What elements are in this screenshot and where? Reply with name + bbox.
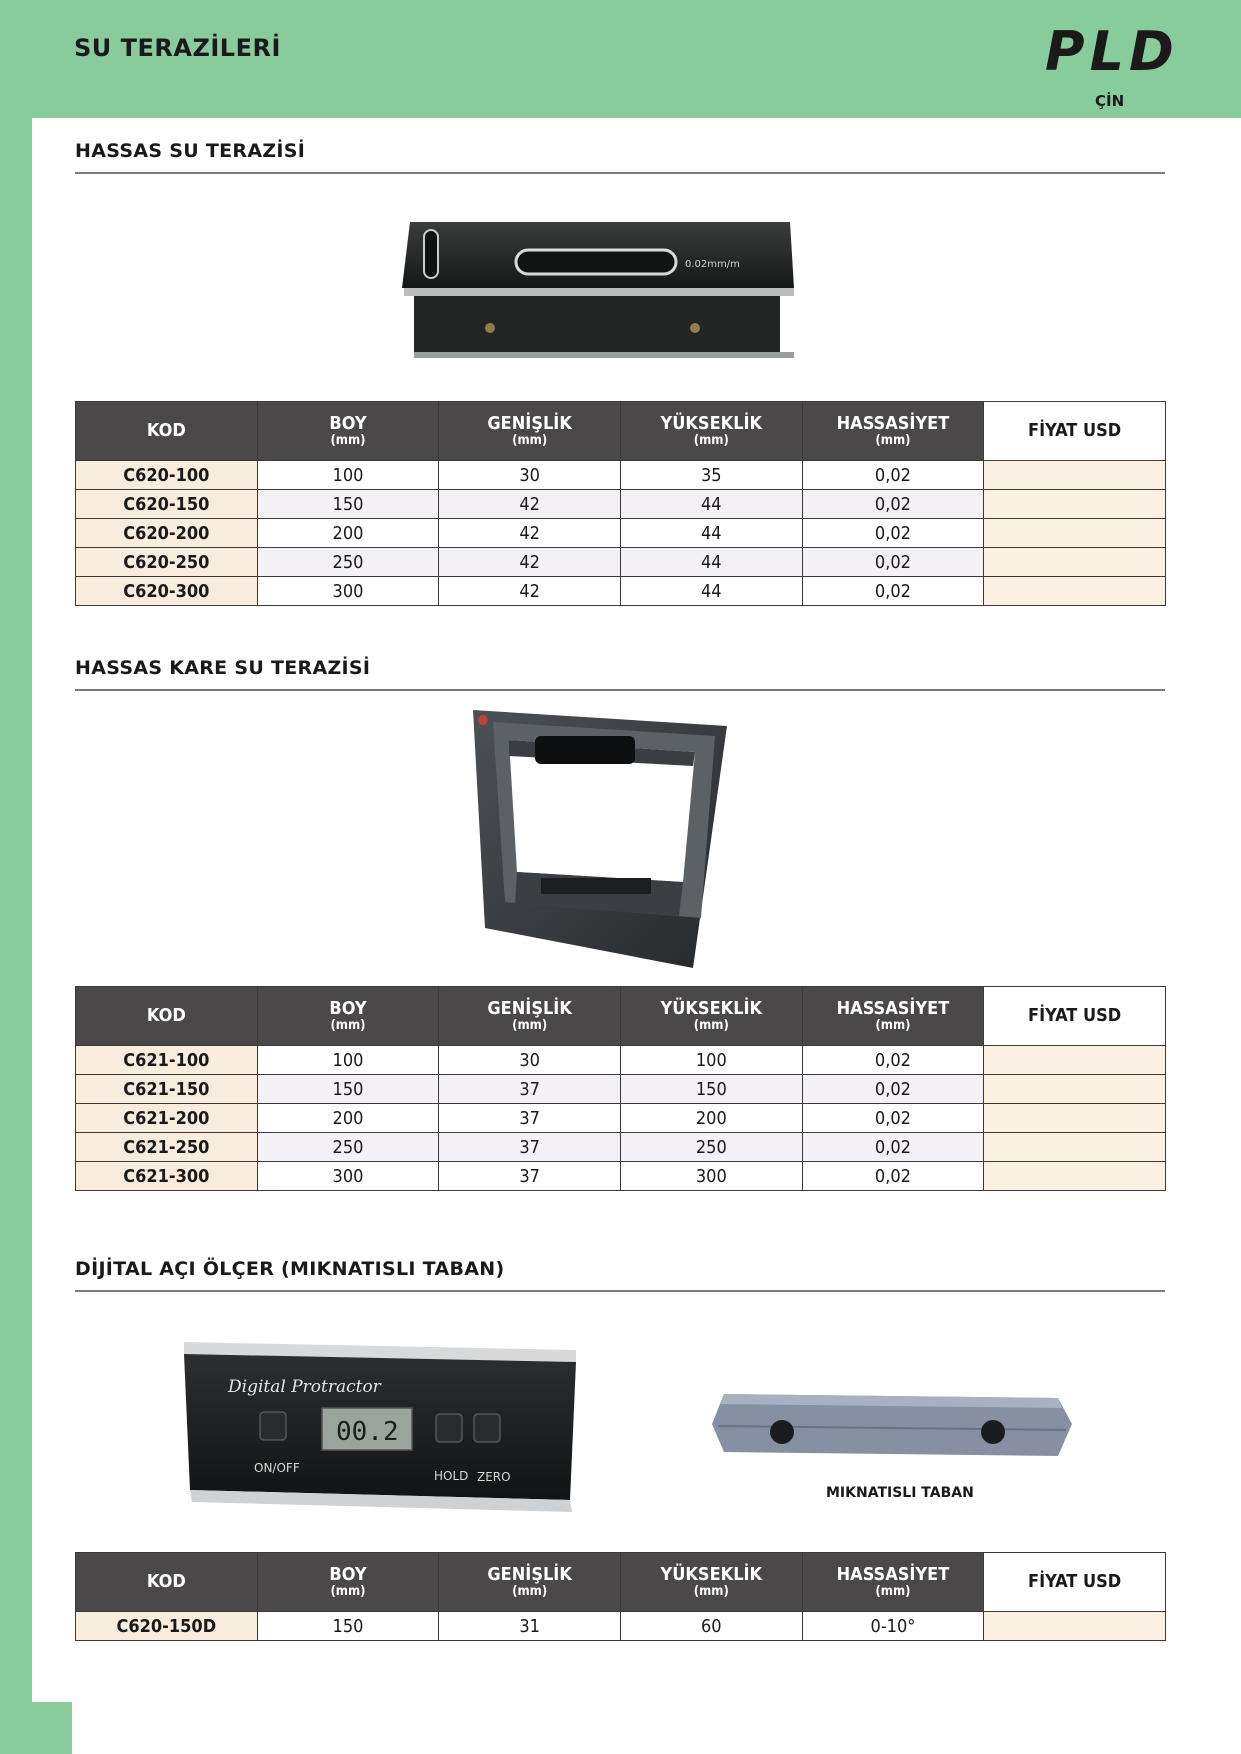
table-row: C621-100 100 30 100 0,02 [76, 1046, 1166, 1075]
col-price: FİYAT USD [984, 1553, 1166, 1612]
col-length: BOY (mm) [257, 1553, 439, 1612]
magnetic-base-image [710, 1392, 1074, 1472]
brand-origin: ÇİN [1095, 92, 1125, 110]
col-precision: HASSASİYET (mm) [802, 987, 984, 1046]
table-row: C620-150D 150 31 60 0-10° [76, 1612, 1166, 1641]
table-row: C621-250 250 37 250 0,02 [76, 1133, 1166, 1162]
table-row: C621-150 150 37 150 0,02 [76, 1075, 1166, 1104]
table-row: C621-200 200 37 200 0,02 [76, 1104, 1166, 1133]
col-height: YÜKSEKLİK (mm) [620, 402, 802, 461]
lcd-readout: 00.2 [336, 1417, 399, 1447]
col-price: FİYAT USD [984, 402, 1166, 461]
col-length: BOY (mm) [257, 402, 439, 461]
table-row: C620-300 300 42 44 0,02 [76, 577, 1166, 606]
col-width: GENİŞLİK (mm) [439, 987, 621, 1046]
section-title-square-level: HASSAS KARE SU TERAZİSİ [75, 657, 371, 679]
side-band [0, 0, 32, 1754]
table-header-row [76, 402, 1166, 461]
section-divider [75, 172, 1165, 174]
table-row: C621-300 300 37 300 0,02 [76, 1162, 1166, 1191]
zero-label: ZERO [477, 1470, 511, 1484]
table-header-row [76, 1553, 1166, 1612]
section-divider [75, 689, 1165, 691]
section-divider [75, 1290, 1165, 1292]
table-row: C620-100 100 30 35 0,02 [76, 461, 1166, 490]
col-code: KOD [76, 987, 258, 1046]
hold-label: HOLD [434, 1469, 469, 1483]
col-length: BOY (mm) [257, 987, 439, 1046]
col-height: YÜKSEKLİK (mm) [620, 987, 802, 1046]
footer-tab [32, 1702, 72, 1754]
digital-protractor-image [180, 1340, 580, 1515]
table-row: C620-200 200 42 44 0,02 [76, 519, 1166, 548]
section-title-digital-protractor: DİJİTAL AÇI ÖLÇER (MIKNATISLI TABAN) [75, 1258, 505, 1280]
precision-level-image [400, 220, 795, 360]
col-code: KOD [76, 402, 258, 461]
spec-table-digital-protractor [75, 1552, 1166, 1641]
col-code: KOD [76, 1553, 258, 1612]
square-level-image [465, 706, 730, 971]
col-precision: HASSASİYET (mm) [802, 402, 984, 461]
level-scale-label: 0.02mm/m [685, 259, 740, 270]
spec-table-precision-level [75, 401, 1166, 606]
table-header-row [76, 987, 1166, 1046]
table-row: C620-150 150 42 44 0,02 [76, 490, 1166, 519]
spec-table-square-level [75, 986, 1166, 1191]
device-label: Digital Protractor [228, 1377, 381, 1397]
col-height: YÜKSEKLİK (mm) [620, 1553, 802, 1612]
col-width: GENİŞLİK (mm) [439, 1553, 621, 1612]
table-row: C620-250 250 42 44 0,02 [76, 548, 1166, 577]
magnetic-base-caption: MIKNATISLI TABAN [826, 1485, 974, 1501]
col-precision: HASSASİYET (mm) [802, 1553, 984, 1612]
col-price: FİYAT USD [984, 987, 1166, 1046]
brand-logo: PLD [1045, 20, 1179, 83]
page-title: SU TERAZİLERİ [74, 34, 281, 62]
col-width: GENİŞLİK (mm) [439, 402, 621, 461]
section-title-precision-level: HASSAS SU TERAZİSİ [75, 140, 306, 162]
onoff-label: ON/OFF [254, 1461, 300, 1475]
